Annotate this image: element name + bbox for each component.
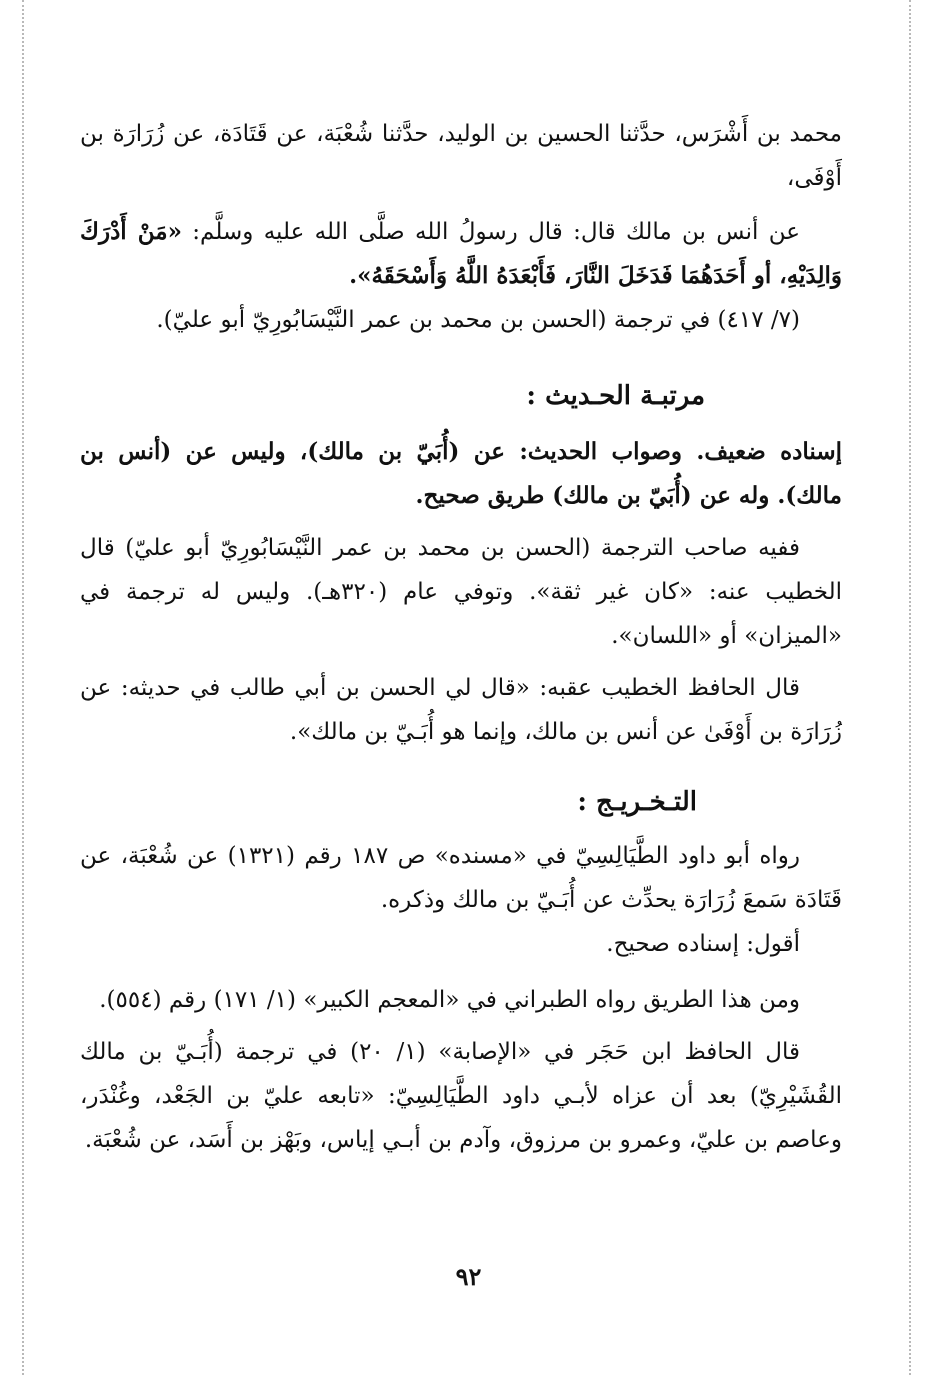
heading-rank: مرتبـة الحـديث : xyxy=(526,381,705,411)
scan-edge-left xyxy=(22,0,24,1375)
ibn-hajar-paragraph: قال الحافظ ابن حَجَر في «الإصابة» (١/ ٢٠) في ترجمة (أُبَـيّ بن مالك القُشَيْرِيّ) بعد أن عزاه لأبـي داود الطَّيَالِسِيّ: «تابعه عليّ بن الجَعْد، وغُنْدَر، وعاصم بن عليّ، وعمرو بن مرزوق، وآدم بن أبـي إياس، وبَهْز بن أَسَد، عن شُعْبَة. xyxy=(80,1039,842,1153)
reference-paragraph: (٧/ ٤١٧) في ترجمة (الحسن بن محمد بن عمر النَّيْسَابُورِيّ أبو عليّ). xyxy=(156,307,800,333)
aqul-paragraph: أقول: إسناده صحيح. xyxy=(606,931,800,957)
khatib-quote-paragraph: قال الحافظ الخطيب عقبه: «قال لي الحسن بن أبي طالب في حديثه: عن زُرَارَة بن أَوْفَىٰ عن أنس بن مالك، وإنما هو أُبَـيّ بن مالك». xyxy=(80,675,842,745)
rank-paragraph: إسناده ضعيف. وصواب الحديث: عن (أُبَيّ بن مالك)، وليس عن (أنس بن مالك). وله عن (أُبَيّ بن مالك) طريق صحيح. xyxy=(80,438,842,509)
takhrij-paragraph: رواه أبو داود الطَّيَالِسِيّ في «مسنده» ص ١٨٧ رقم (١٣٢١) عن شُعْبَة، عن قَتَادَة سَمعَ زُرَارَة يحدِّث عن أُبَـيّ بن مالك وذكره. xyxy=(80,843,842,913)
hadith-paragraph xyxy=(80,210,842,298)
isnad-paragraph: محمد بن أَشْرَس، حدَّثنا الحسين بن الوليد، حدَّثنا شُعْبَة، عن قَتَادَة، عن زُرَارَة بن أَوْفَى، xyxy=(80,121,842,191)
heading-takhrij: التـخـريـج : xyxy=(577,787,697,817)
rank-detail-paragraph: ففيه صاحب الترجمة (الحسن بن محمد بن عمر النَّيْسَابُورِيّ أبو عليّ) قال الخطيب عنه: «كان غير ثقة». وتوفي عام (٣٢٠هـ). وليس له ترجمة في «الميزان» أو «اللسان». xyxy=(80,535,842,649)
hadith-text: «مَنْ أَدْرَكَ وَالِدَيْهِ، أو أَحَدَهُمَا فَدَخَلَ النَّارَ، فَأَبْعَدَهُ اللَّهُ وَأَسْحَقَهُ». xyxy=(80,218,842,289)
hadith-block xyxy=(80,112,842,342)
takhrij-block xyxy=(80,834,842,1162)
page-number: ٩٢ xyxy=(455,1262,482,1291)
scan-edge-right xyxy=(909,0,911,1375)
rank-block xyxy=(80,430,842,754)
tabarani-paragraph: ومن هذا الطريق رواه الطبراني في «المعجم الكبير» (١/ ١٧١) رقم (٥٥٤). xyxy=(99,987,800,1013)
hadith-intro: عن أنس بن مالك قال: قال رسولُ الله صلَّى الله عليه وسلَّم: xyxy=(181,219,800,245)
